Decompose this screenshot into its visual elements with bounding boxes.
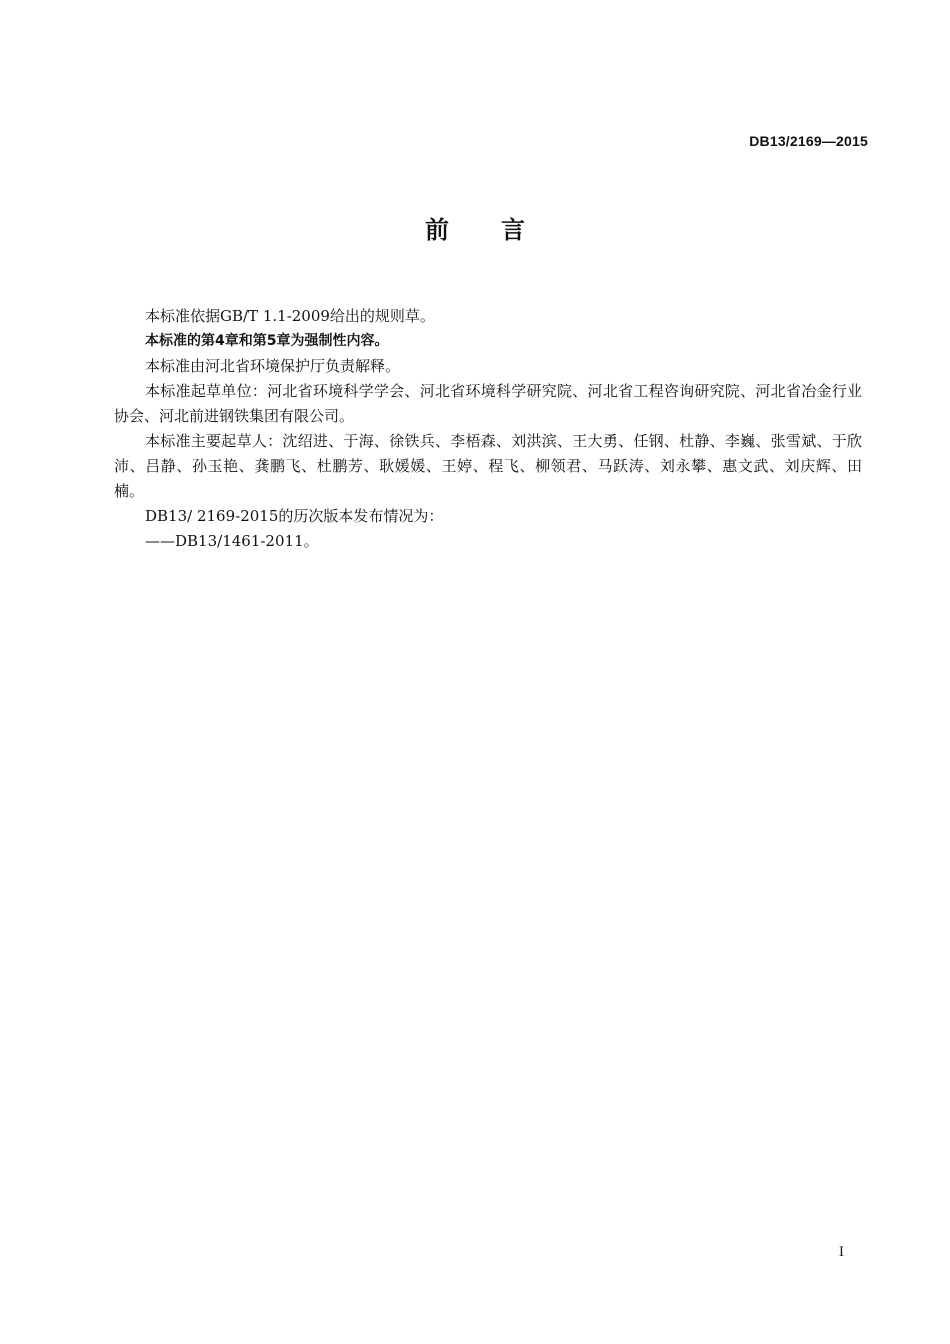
paragraph-drafters: 本标准主要起草人：沈绍进、于海、徐铁兵、李梧森、刘洪滨、王大勇、任钢、杜静、李巍、张雪斌、于欣沛、吕静、孙玉艳、龚鹏飞、杜鹏芳、耿媛媛、王婷、程飞、柳领君、马跃涛、刘永攀、惠文武、刘庆辉、田楠。 — [114, 432, 862, 500]
paragraph-basis: 本标准依据GB/T 1.1-2009给出的规则草。 — [145, 307, 435, 325]
document-code: DB13/2169—2015 — [749, 133, 868, 149]
paragraph-previous-version: ——DB13/1461-2011。 — [145, 532, 319, 550]
foreword-body — [114, 304, 862, 554]
page-number: I — [838, 1245, 844, 1260]
page-title: 前言 — [425, 216, 577, 244]
paragraph-history: DB13/ 2169-2015的历次版本发布情况为： — [145, 507, 444, 525]
paragraph-drafting-units: 本标准起草单位：河北省环境科学学会、河北省环境科学研究院、河北省工程咨询研究院、河北省冶金行业协会、河北前进钢铁集团有限公司。 — [114, 382, 862, 425]
paragraph-mandatory: 本标准的第4章和第5章为强制性内容。 — [145, 333, 389, 349]
paragraph-interpretation: 本标准由河北省环境保护厅负责解释。 — [145, 357, 401, 375]
